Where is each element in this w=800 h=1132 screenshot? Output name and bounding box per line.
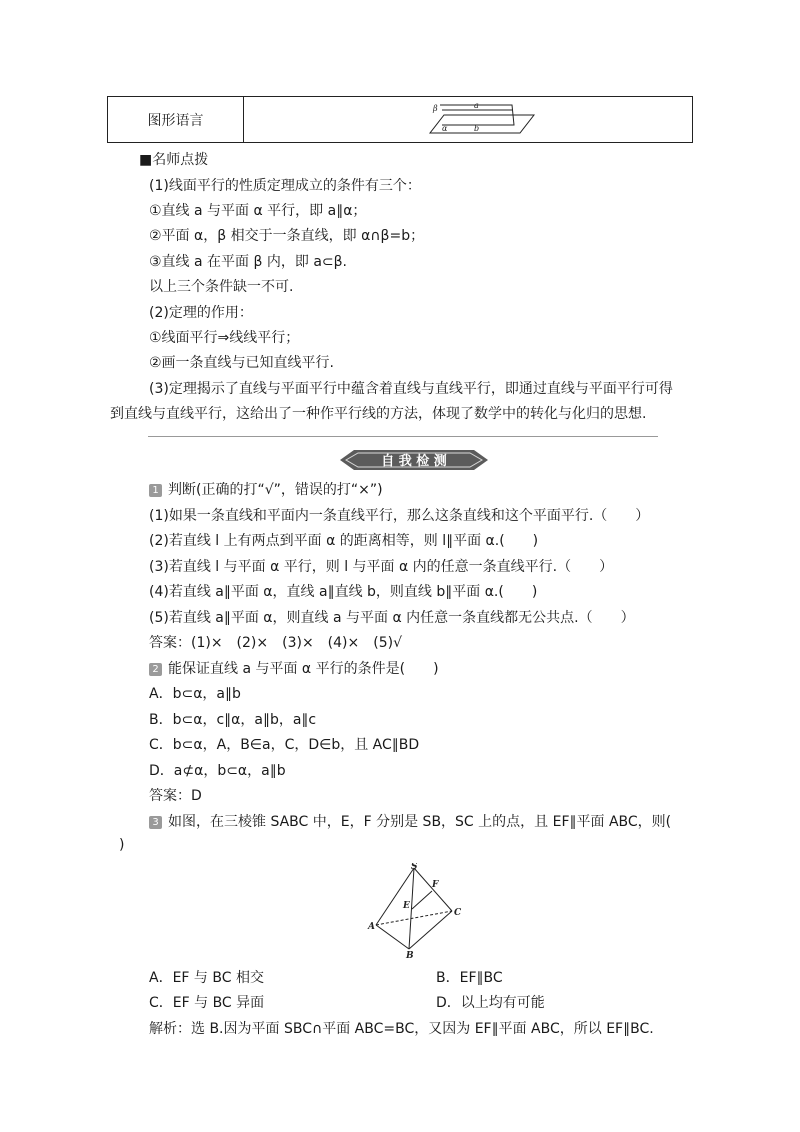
tips-line: 以上三个条件缺一不可. bbox=[149, 279, 294, 295]
figure-language-table bbox=[107, 96, 693, 143]
tips-line: ①线面平行⇒线线平行； bbox=[149, 330, 300, 346]
tips-line: ③直线 a 在平面 β 内，即 a⊂β. bbox=[149, 254, 348, 270]
self-check-banner bbox=[340, 448, 488, 472]
q3-stem-text: 如图，在三棱锥 SABC 中，E，F 分别是 SB，SC 上的点，且 EF∥平面 ABC，则( bbox=[168, 814, 672, 830]
q3-analysis: 解析：选 B.因为平面 SBC∩平面 ABC=BC，又因为 EF∥平面 ABC，所以 EF∥BC. bbox=[149, 1021, 654, 1037]
section-divider bbox=[148, 436, 658, 437]
fig-label-b: B bbox=[406, 951, 414, 958]
q1-item: (4)若直线 a∥平面 α，直线 a∥直线 b，则直线 b∥平面 α.( ) bbox=[149, 584, 538, 600]
fig-label-alpha: α bbox=[442, 124, 448, 133]
q1-item: (5)若直线 a∥平面 α，则直线 a 与平面 α 内任意一条直线都无公共点.（ ） bbox=[149, 610, 635, 626]
section-title: 自 我 检 测 bbox=[381, 454, 447, 469]
table-divider bbox=[243, 97, 244, 142]
q1-stem-text: 判断(正确的打“√”，错误的打“×”) bbox=[168, 482, 383, 498]
q2-option: A．b⊂α，a∥b bbox=[149, 686, 241, 702]
q3-stem bbox=[149, 811, 671, 831]
q2-option: C．b⊂α，A，B∈a，C，D∈b，且 AC∥BD bbox=[149, 737, 420, 753]
q1-answer: 答案：(1)× (2)× (3)× (4)× (5)√ bbox=[149, 635, 402, 651]
q2-stem-text: 能保证直线 a 与平面 α 平行的条件是( ) bbox=[168, 661, 439, 677]
q1-item: (1)如果一条直线和平面内一条直线平行，那么这条直线和这个平面平行.（ ） bbox=[149, 508, 650, 524]
planes-figure bbox=[428, 99, 538, 139]
q3-option: D．以上均有可能 bbox=[436, 995, 545, 1011]
tips-line: (1)线面平行的性质定理成立的条件有三个： bbox=[149, 178, 421, 194]
q2-stem bbox=[149, 658, 439, 678]
fig-label-c: C bbox=[454, 908, 462, 918]
q2-answer: 答案：D bbox=[149, 788, 202, 804]
q1-item: (3)若直线 l 与平面 α 平行，则 l 与平面 α 内的任意一条直线平行.（ ） bbox=[149, 559, 614, 575]
q1-item: (2)若直线 l 上有两点到平面 α 的距离相等，则 l∥平面 α.( ) bbox=[149, 533, 539, 549]
q3-option: A．EF 与 BC 相交 bbox=[149, 970, 264, 986]
tips-line: ①直线 a 与平面 α 平行，即 a∥α； bbox=[149, 203, 367, 219]
fig-label-a: a bbox=[474, 101, 479, 110]
fig-label-s: S bbox=[411, 863, 418, 872]
q2-option: D．a⊄α，b⊂α，a∥b bbox=[149, 763, 286, 779]
tips-line: ②画一条直线与已知直线平行. bbox=[149, 355, 335, 371]
q2-number-badge: 2 bbox=[149, 663, 162, 676]
tips-line: (3)定理揭示了直线与平面平行中蕴含着直线与直线平行，即通过直线与平面平行可得 bbox=[149, 381, 673, 397]
fig-label-b: b bbox=[474, 124, 480, 133]
fig-label-f: F bbox=[432, 880, 439, 890]
q3-stem-tail: ) bbox=[119, 837, 125, 853]
q1-stem bbox=[149, 479, 383, 499]
fig-label-e: E bbox=[403, 901, 410, 911]
pyramid-figure bbox=[366, 863, 466, 958]
tips-heading: ■名师点拨 bbox=[139, 152, 209, 168]
tips-line: 到直线与直线平行，这给出了一种作平行线的方法，体现了数学中的转化与化归的思想. bbox=[110, 406, 647, 422]
fig-label-beta: β bbox=[433, 104, 438, 113]
q2-option: B．b⊂α，c∥α，a∥b，a∥c bbox=[149, 712, 317, 728]
q3-option: B．EF∥BC bbox=[436, 970, 503, 986]
tips-line: ②平面 α，β 相交于一条直线，即 α∩β=b； bbox=[149, 228, 425, 244]
q3-option: C．EF 与 BC 异面 bbox=[149, 995, 265, 1011]
tips-line: (2)定理的作用： bbox=[149, 305, 253, 321]
q1-number-badge: 1 bbox=[149, 484, 162, 497]
fig-label-a: A bbox=[368, 922, 375, 932]
table-row-label: 图形语言 bbox=[147, 112, 204, 129]
q3-number-badge: 3 bbox=[149, 816, 162, 829]
